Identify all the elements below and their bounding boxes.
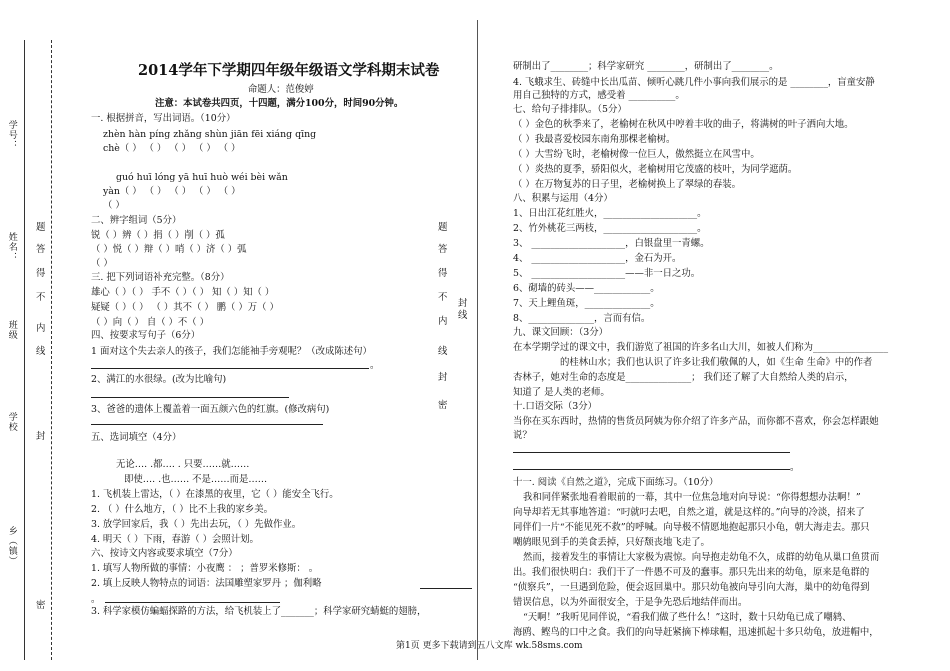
binding-char: 不: [438, 292, 448, 303]
right_col-text-line: 说？: [513, 430, 532, 441]
left_col-text-line: 六、按诗文内容或要求填空（7分）: [91, 548, 238, 559]
answer-line: [513, 469, 790, 470]
right_col-text-line: 我和同伴紧张地看着眼前的一幕，其中一位焦急地对向导说：“你得想想办法啊！”: [523, 492, 861, 503]
binding-char: 内: [438, 316, 448, 327]
right_col-text-line: 3、 ____________________，白银盘里一青螺。: [513, 238, 710, 249]
binding-line-left-2: [51, 40, 52, 660]
left_col-text-line: 2、满江的水很绿。(改为比喻句): [91, 374, 227, 385]
left_col-text-line: 3、爸爸的遗体上覆盖着一面五颜六色的红旗。(修改病句): [91, 404, 330, 415]
left_col-text-line: （ ）: [91, 258, 113, 269]
binding-char: 得: [438, 268, 448, 279]
right_col-text-line: 的桂林山水；我们也认识了许多让我们敬佩的人，如《生命 生命》中的作者: [560, 357, 873, 368]
right_col-text-line: “天啊！”我听见同伴说，“看我们做了些什么！”这时，数十只幼龟已成了嘲鸫、: [523, 612, 852, 623]
left_col-text-line: 2. （ ）什么地方，（ ）比不上我的家乡美。: [91, 504, 273, 515]
binding-char: 密: [36, 600, 46, 611]
answer-line: [513, 452, 790, 453]
binding-char: 不: [36, 292, 46, 303]
right_col-text-line: 7、天上鲤鱼斑，______________。: [513, 298, 660, 309]
left_col-text-line: 三. 把下列词语补充完整。（8分）: [91, 272, 230, 283]
school-label: 学校: [6, 412, 17, 432]
binding-line-middle: [477, 20, 478, 660]
left_col-text-line: 3. 放学回家后，我（ ）先出去玩，（ ）先做作业。: [91, 519, 302, 530]
page-footer: 第1页 更多下载请到五八文库 wk.58sms.com: [396, 641, 583, 651]
right_col-text-line: 6、砌墙的砖头——____________。: [513, 283, 660, 294]
left_col-text-line: zhèn hàn píng zhǎng shùn jiān fēi xiáng qīng: [103, 129, 317, 140]
right_col-text-line: （ ）大雪纷飞时，老榆树像一位巨人，傲然挺立在风雪中。: [513, 149, 760, 160]
class-label: 班级: [6, 320, 17, 340]
right_col-text-line: 4、 ____________________，金石为开。: [513, 253, 682, 264]
right_col-text-line: 出。我们很快明白：我们干了一件愚不可及的蠢事。那只先出来的幼龟，原来是龟群的: [513, 567, 870, 578]
answer-line: [105, 602, 280, 603]
left_col-text-line: 一. 根据拼音，写出词语。（10分）: [91, 113, 236, 124]
right_col-text-line: 5、 ____________________——非一日之功。: [513, 268, 701, 279]
right_col-text-line: （ ）金色的秋季来了，老榆树在秋风中哼着丰收的曲子，将满树的叶子洒向大地。: [513, 119, 854, 130]
right_col-text-line: 用自己独特的方式，感受着 __________。: [513, 90, 685, 101]
answer-line: [91, 397, 289, 398]
right_col-text-line: 8、______________，言而有信。: [513, 313, 651, 324]
left_col-text-line: 1. 填写人物所做的事情：小夜鹰 ： ；普罗米修斯： 。: [91, 563, 319, 574]
right_col-text-line: 嘲鸫眼见到手的美食丢掉，只好颓丧地飞走了。: [513, 537, 710, 548]
right_col-text-line: 研制出了________；科学家研究 ________，研制出了________。: [513, 61, 779, 72]
left_col-text-line: 即使…. .也…… 不是……而是……: [124, 474, 268, 485]
left_col-text-line: 。: [370, 360, 380, 371]
right_col-text-line: 4. 飞蛾求生、砖缝中长出瓜苗、倾听心跳几件小事向我们展示的是 ________，盲童安静: [513, 77, 875, 88]
right_col-text-line: 十一. 阅读《自然之道》，完成下面练习。（10分）: [513, 477, 719, 488]
right_col-text-line: （ ）我最喜爱校园东南角那棵老榆树。: [513, 134, 676, 145]
right_col-text-line: 错误信息，以为外面很安全，于是争先恐后地结伴而出。: [513, 597, 748, 608]
left_col-text-line: 二、辨字组词（5分）: [91, 215, 182, 226]
right_col-text-line: 杏林子，她对生命的态度是______________； 我们还了解了大自然给人类的启示，: [513, 372, 854, 383]
binding-char: 答: [438, 244, 448, 255]
left_col-text-line: 。: [91, 594, 101, 605]
right_col-text-line: 七、给句子排排队。（5分）: [513, 104, 627, 115]
left_col-text-line: chè（ ） （ ） （ ） （ ） （ ）: [103, 143, 241, 154]
left_col-text-line: 疑疑（ ）（ ） （ ）其不（ ） 鹏（ ）万（ ）: [91, 302, 279, 313]
answer-line: [91, 368, 369, 369]
left_col-text-line: （ ）向（ ） 自（ ）不（ ）: [91, 317, 210, 328]
left_col-text-line: （ ）: [103, 200, 125, 211]
left_col-text-line: 3. 科学家模仿蝙蝠探路的方法，给飞机装上了_______；科学家研究蜻蜓的翅膀，: [91, 606, 427, 617]
binding-char: 封: [36, 431, 46, 442]
binding-char: 得: [36, 268, 46, 279]
right_col-text-line: 1、日出江花红胜火，____________________。: [513, 208, 707, 219]
left_col-text-line: 2. 填上反映人物特点的词语：法国雕塑家罗丹 ；伽利略: [91, 578, 322, 589]
right_col-text-line: 在本学期学过的课文中，我们游览了祖国的许多名山大川，如被人们称为________________: [513, 342, 889, 353]
right_col-text-line: 八、积累与运用（4分）: [513, 193, 613, 204]
right_col-text-line: 海鸥、鲣鸟的口中之食。我们的向导赶紧摘下棒球帽，迅速抓起十多只幼龟，放进帽中，: [513, 627, 879, 638]
left_col-text-line: （ ）悦（ ）辩（ ）哨（ ）济（ ）弧: [91, 244, 247, 255]
left_col-text-line: 五、选词填空（4分）: [91, 432, 182, 443]
binding-char: 密: [438, 400, 448, 411]
exam-notice: 注意：本试卷共四页，十四题，满分100分，时间90分钟。: [155, 98, 404, 109]
town-label: 乡（镇）: [6, 526, 17, 566]
name-label: 姓名：: [6, 232, 17, 262]
answer-line: [91, 424, 323, 425]
left_col-text-line: 1. 飞机装上雷达，（ ）在漆黑的夜里，它（ ）能安全飞行。: [91, 489, 339, 500]
student-id-label: 学号：: [6, 120, 17, 150]
right_col-text-line: 然而，接着发生的事情让大家极为震惊。向导抱走幼龟不久，成群的幼龟从巢口鱼贯而: [523, 552, 880, 563]
right_col-text-line: 同伴们一片“不能见死不救”的呼喊。向导极不情愿地抱起那只小龟，朝大海走去。那只: [513, 522, 870, 533]
binding-line-left: [24, 40, 25, 660]
right_col-text-line: 十.口语交际（3分）: [513, 401, 597, 412]
binding-char: 线: [36, 346, 46, 357]
right_col-text-line: 九、课文回顾：（3分）: [513, 327, 609, 338]
binding-char: 题: [438, 222, 448, 233]
binding-char: 线: [438, 346, 448, 357]
binding-char: 内: [36, 323, 46, 334]
binding-char: 封: [438, 372, 448, 383]
exam-author: 命题人：范俊婷: [248, 84, 314, 95]
left_col-text-line: yàn（ ） （ ） （ ） （ ） （ ）: [103, 186, 241, 197]
right_col-text-line: 2、竹外桃花三两枝，____________________。: [513, 223, 707, 234]
binding-char: 线: [458, 310, 468, 321]
right_col-text-line: 知道了 是人类的老师。: [513, 387, 610, 398]
exam-title: 2014学年下学期四年级年级语文学科期末试卷: [138, 62, 440, 79]
right_col-text-line: （ ）炎热的夏季，骄阳似火，老榆树用它茂盛的枝叶，为同学遮荫。: [513, 164, 798, 175]
binding-char: 答: [36, 244, 46, 255]
answer-line: [420, 588, 472, 589]
right_col-text-line: “侦察兵”，一旦遇到危险，便会返回巢中。那只幼龟被向导引向大海，巢中的幼龟得到: [513, 582, 870, 593]
left_col-text-line: guó huī lóng yā huī huò wéi bèi wǎn: [116, 172, 288, 183]
right_col-text-line: 。: [790, 462, 800, 473]
left_col-text-line: 1 面对这个失去亲人的孩子，我们怎能袖手旁观呢？（改成陈述句）: [91, 346, 372, 357]
left_col-text-line: 四、按要求写句子（6分）: [91, 330, 201, 341]
left_col-text-line: 4. 明天（ ）下雨，春游（ ）会照计划。: [91, 534, 259, 545]
right_col-text-line: 向导却若无其事地答道：“叼就叼去吧，自然之道，就是这样的。”向导的冷淡，招来了: [513, 507, 865, 518]
left_col-text-line: 锐（ ）辨（ ）捐（ ）削（ ）孤: [91, 230, 225, 241]
binding-char: 封: [458, 298, 468, 309]
left_col-text-line: 雄心（ ）（ ） 手不（ ）（ ） 知（ ）知（ ）: [91, 287, 275, 298]
binding-char: 题: [36, 222, 46, 233]
right_col-text-line: 当你在买东西时，热情的售货员阿姨为你介绍了许多产品，而你都不喜欢，你会怎样跟她: [513, 416, 879, 427]
left_col-text-line: 无论…. .都…. . 只要……就……: [116, 459, 250, 470]
right_col-text-line: （ ）在万物复苏的日子里，老榆树换上了翠绿的春装。: [513, 179, 741, 190]
